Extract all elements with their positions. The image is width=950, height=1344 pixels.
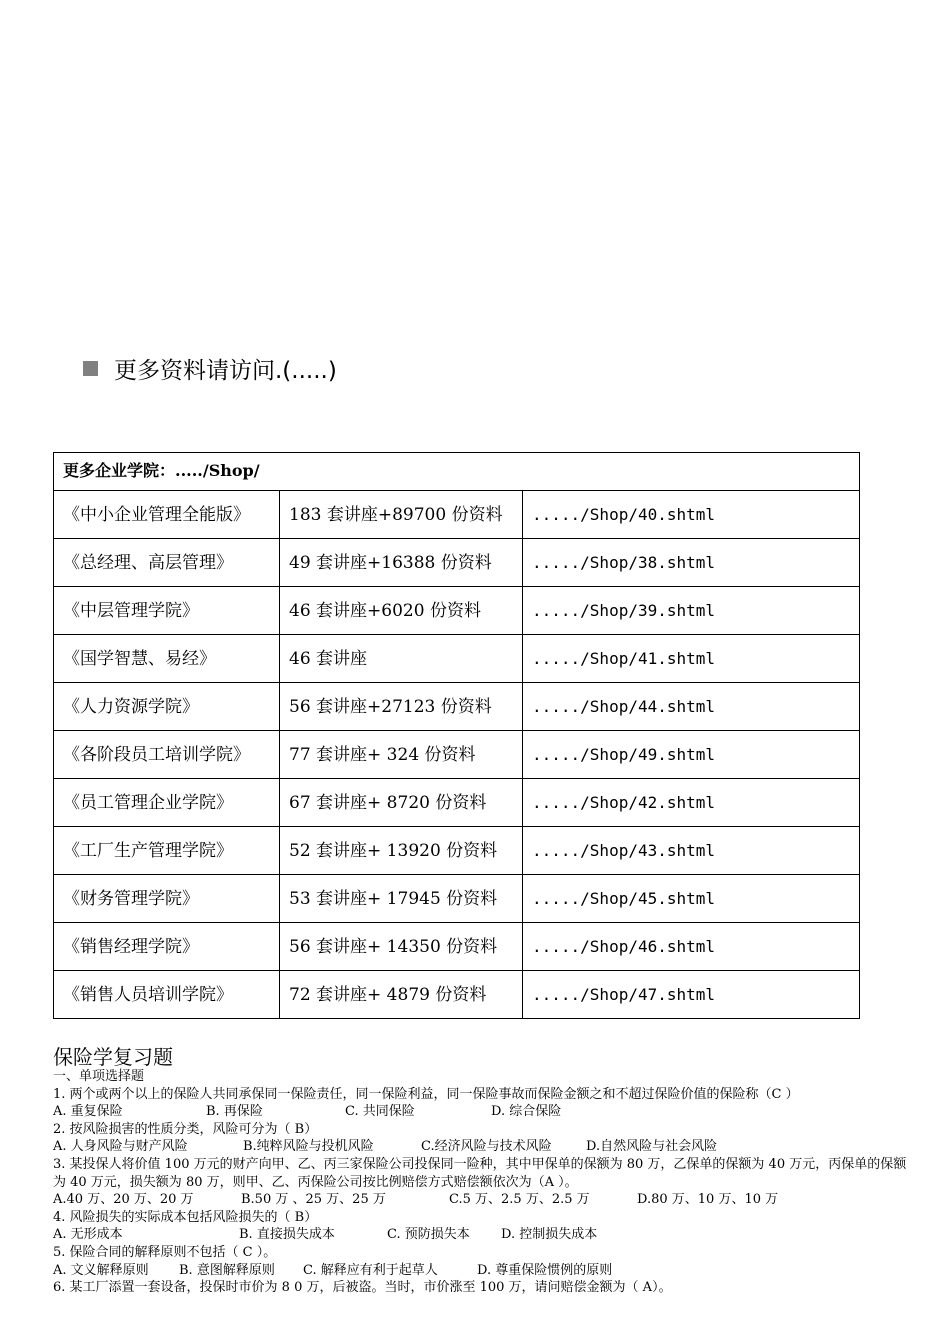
course-count-cell: 46 套讲座 — [280, 635, 523, 683]
option-c: C.5 万、2.5 万、2.5 万 — [449, 1192, 590, 1208]
option-c: C.经济风险与技术风险 — [421, 1139, 552, 1155]
course-count-cell: 52 套讲座+ 13920 份资料 — [280, 827, 523, 875]
option-row — [53, 1262, 913, 1280]
course-name-cell: 《国学智慧、易经》 — [54, 635, 280, 683]
question-text: 6. 某工厂添置一套设备，投保时市价为 8 0 万，后被盗。当时，市价涨至 100 万，请问赔偿金额为（ A）。 — [53, 1280, 672, 1296]
square-bullet-icon — [83, 361, 98, 376]
question-text: 2. 按风险损害的性质分类，风险可分为（ B） — [53, 1121, 318, 1137]
bullet-line — [83, 352, 337, 385]
course-url-cell[interactable]: ...../Shop/43.shtml — [523, 827, 860, 875]
option-a: A. 人身风险与财产风险 — [53, 1139, 188, 1155]
option-d: D. 控制损失成本 — [501, 1227, 598, 1243]
shop-table-row — [54, 635, 860, 683]
course-name-cell: 《各阶段员工培训学院》 — [54, 731, 280, 779]
question-block — [53, 1068, 913, 1297]
course-count-cell: 77 套讲座+ 324 份资料 — [280, 731, 523, 779]
course-url-cell[interactable]: ...../Shop/49.shtml — [523, 731, 860, 779]
shop-table-row — [54, 683, 860, 731]
course-url-cell[interactable]: ...../Shop/45.shtml — [523, 875, 860, 923]
option-b: B.50 万 、25 万、25 万 — [241, 1192, 386, 1208]
shop-table-row — [54, 491, 860, 539]
option-row — [53, 1103, 913, 1121]
shop-table-row — [54, 923, 860, 971]
question-text: 1. 两个或两个以上的保险人共同承保同一保险责任，同一保险利益，同一保险事故而保险金额之和不超过保险价值的保险称（C ） — [53, 1086, 799, 1102]
course-count-cell: 53 套讲座+ 17945 份资料 — [280, 875, 523, 923]
course-url-cell[interactable]: ...../Shop/42.shtml — [523, 779, 860, 827]
option-b: B. 再保险 — [206, 1104, 263, 1120]
option-a: A. 文义解释原则 — [53, 1262, 149, 1278]
course-url-cell[interactable]: ...../Shop/47.shtml — [523, 971, 860, 1019]
course-count-cell: 183 套讲座+89700 份资料 — [280, 491, 523, 539]
shop-table-row — [54, 779, 860, 827]
option-a: A. 重复保险 — [53, 1104, 123, 1120]
option-row — [53, 1191, 913, 1209]
doc-title: 保险学复习题 — [53, 1045, 173, 1069]
course-count-cell: 56 套讲座+27123 份资料 — [280, 683, 523, 731]
question-text: 4. 风险损失的实际成本包括风险损失的（ B） — [53, 1209, 318, 1225]
course-url-cell[interactable]: ...../Shop/39.shtml — [523, 587, 860, 635]
option-a: A.40 万、20 万、20 万 — [53, 1192, 194, 1208]
section-heading: 一、单项选择题 — [53, 1069, 145, 1084]
option-d: D. 综合保险 — [491, 1104, 562, 1120]
shop-table-row — [54, 587, 860, 635]
option-d: D.自然风险与社会风险 — [586, 1139, 718, 1155]
course-name-cell: 《财务管理学院》 — [54, 875, 280, 923]
course-count-cell: 56 套讲座+ 14350 份资料 — [280, 923, 523, 971]
option-b: B. 意图解释原则 — [179, 1262, 275, 1278]
option-row — [53, 1226, 913, 1244]
course-name-cell: 《中小企业管理全能版》 — [54, 491, 280, 539]
option-c: C. 共同保险 — [345, 1104, 415, 1120]
option-c: C. 解释应有利于起草人 — [303, 1262, 438, 1278]
shop-table-header: 更多企业学院：...../Shop/ — [54, 453, 860, 491]
course-name-cell: 《销售经理学院》 — [54, 923, 280, 971]
course-count-cell: 72 套讲座+ 4879 份资料 — [280, 971, 523, 1019]
shop-table-row — [54, 731, 860, 779]
option-row — [53, 1138, 913, 1156]
question-text: 3. 某投保人将价值 100 万元的财产向甲、乙、丙三家保险公司投保同一险种，其中甲保单的保额为 80 万，乙保单的保额为 40 万元，丙保单的保额为 40 万元，损失额为 80 万，则甲、乙、丙保险公司按比例赔偿方式赔偿额依次为（A ）。 — [53, 1156, 907, 1190]
question-text: 5. 保险合同的解释原则不包括（ C ）。 — [53, 1244, 277, 1260]
course-count-cell: 67 套讲座+ 8720 份资料 — [280, 779, 523, 827]
course-name-cell: 《中层管理学院》 — [54, 587, 280, 635]
course-count-cell: 46 套讲座+6020 份资料 — [280, 587, 523, 635]
option-b: B. 直接损失成本 — [239, 1227, 335, 1243]
course-url-cell[interactable]: ...../Shop/44.shtml — [523, 683, 860, 731]
shop-table-row — [54, 971, 860, 1019]
shop-table-header-row — [54, 453, 860, 491]
option-d: D. 尊重保险惯例的原则 — [477, 1262, 613, 1278]
course-name-cell: 《总经理、高层管理》 — [54, 539, 280, 587]
course-url-cell[interactable]: ...../Shop/46.shtml — [523, 923, 860, 971]
option-a: A. 无形成本 — [53, 1227, 123, 1243]
course-name-cell: 《工厂生产管理学院》 — [54, 827, 280, 875]
option-c: C. 预防损失本 — [387, 1227, 470, 1243]
option-d: D.80 万、10 万、10 万 — [637, 1192, 779, 1208]
shop-table-row — [54, 875, 860, 923]
option-b: B.纯粹风险与投机风险 — [243, 1139, 374, 1155]
course-url-cell[interactable]: ...../Shop/41.shtml — [523, 635, 860, 683]
shop-table-row — [54, 827, 860, 875]
course-url-cell[interactable]: ...../Shop/38.shtml — [523, 539, 860, 587]
course-name-cell: 《人力资源学院》 — [54, 683, 280, 731]
bullet-text: 更多资料请访问.(.....) — [114, 358, 337, 384]
course-count-cell: 49 套讲座+16388 份资料 — [280, 539, 523, 587]
shop-table-row — [54, 539, 860, 587]
course-name-cell: 《员工管理企业学院》 — [54, 779, 280, 827]
shop-table — [53, 452, 860, 1019]
course-name-cell: 《销售人员培训学院》 — [54, 971, 280, 1019]
course-url-cell[interactable]: ...../Shop/40.shtml — [523, 491, 860, 539]
